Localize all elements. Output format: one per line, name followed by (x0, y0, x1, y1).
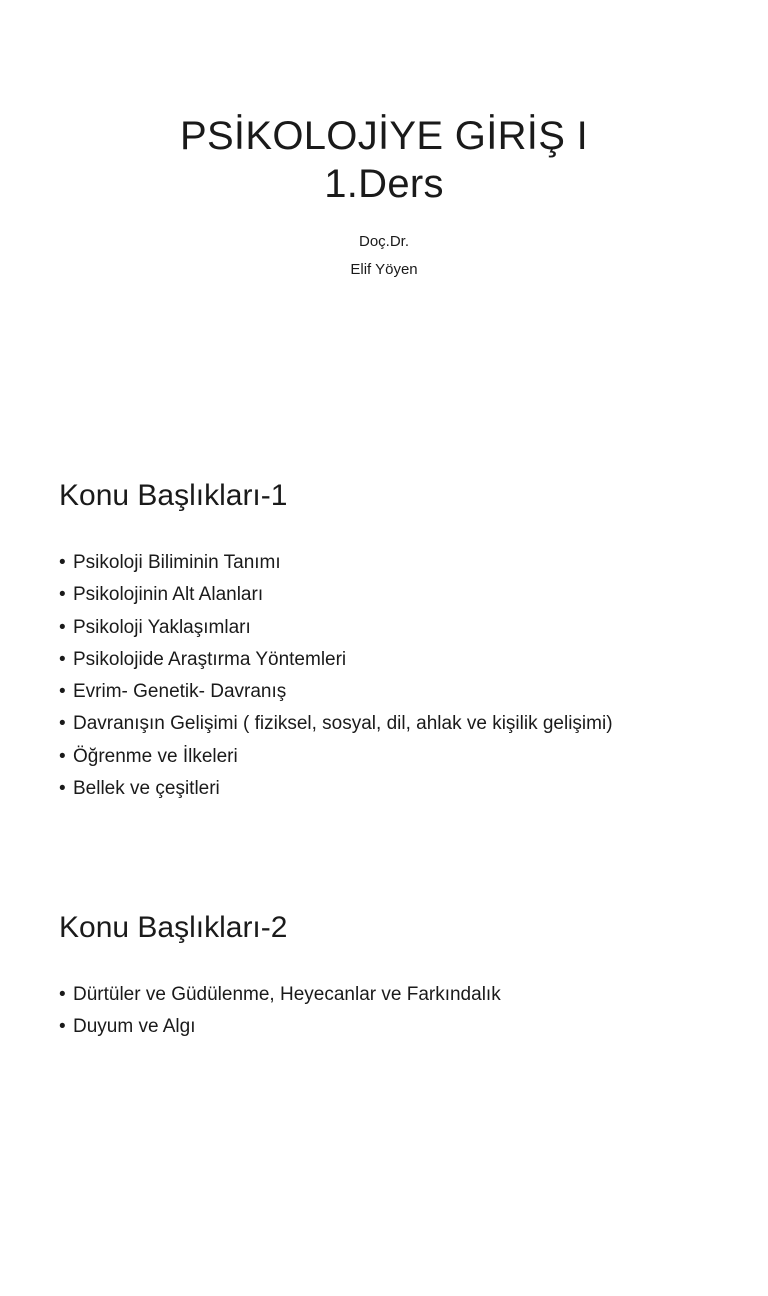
topics-slide-2 (0, 864, 768, 1296)
title-slide (0, 0, 768, 432)
list-item: • Psikolojide Araştırma Yöntemleri (59, 644, 613, 676)
list-item: • Davranışın Gelişimi ( fiziksel, sosyal, dil, ahlak ve kişilik gelişimi) (59, 708, 613, 740)
title-block (0, 112, 768, 208)
lecture-number: 1.Ders (324, 162, 444, 206)
list-item: • Psikoloji Biliminin Tanımı (59, 547, 613, 579)
slide-heading: Konu Başlıkları-1 (59, 479, 288, 512)
list-item: • Psikolojinin Alt Alanları (59, 579, 613, 611)
slide-heading: Konu Başlıkları-2 (59, 911, 288, 944)
list-item: • Evrim- Genetik- Davranış (59, 676, 613, 708)
list-item: • Öğrenme ve İlkeleri (59, 741, 613, 773)
list-item: • Psikoloji Yaklaşımları (59, 612, 613, 644)
topics-slide-1 (0, 432, 768, 864)
author-block (0, 228, 768, 284)
author-name: Elif Yöyen (350, 261, 418, 278)
topic-list (59, 547, 613, 805)
author-title: Doç.Dr. (358, 233, 409, 250)
list-item: • Bellek ve çeşitleri (59, 773, 613, 805)
list-item: • Dürtüler ve Güdülenme, Heyecanlar ve Farkındalık (59, 979, 501, 1011)
list-item: • Duyum ve Algı (59, 1011, 501, 1043)
topic-list (59, 979, 501, 1044)
course-title: PSİKOLOJİYE GİRİŞ I (179, 114, 589, 158)
